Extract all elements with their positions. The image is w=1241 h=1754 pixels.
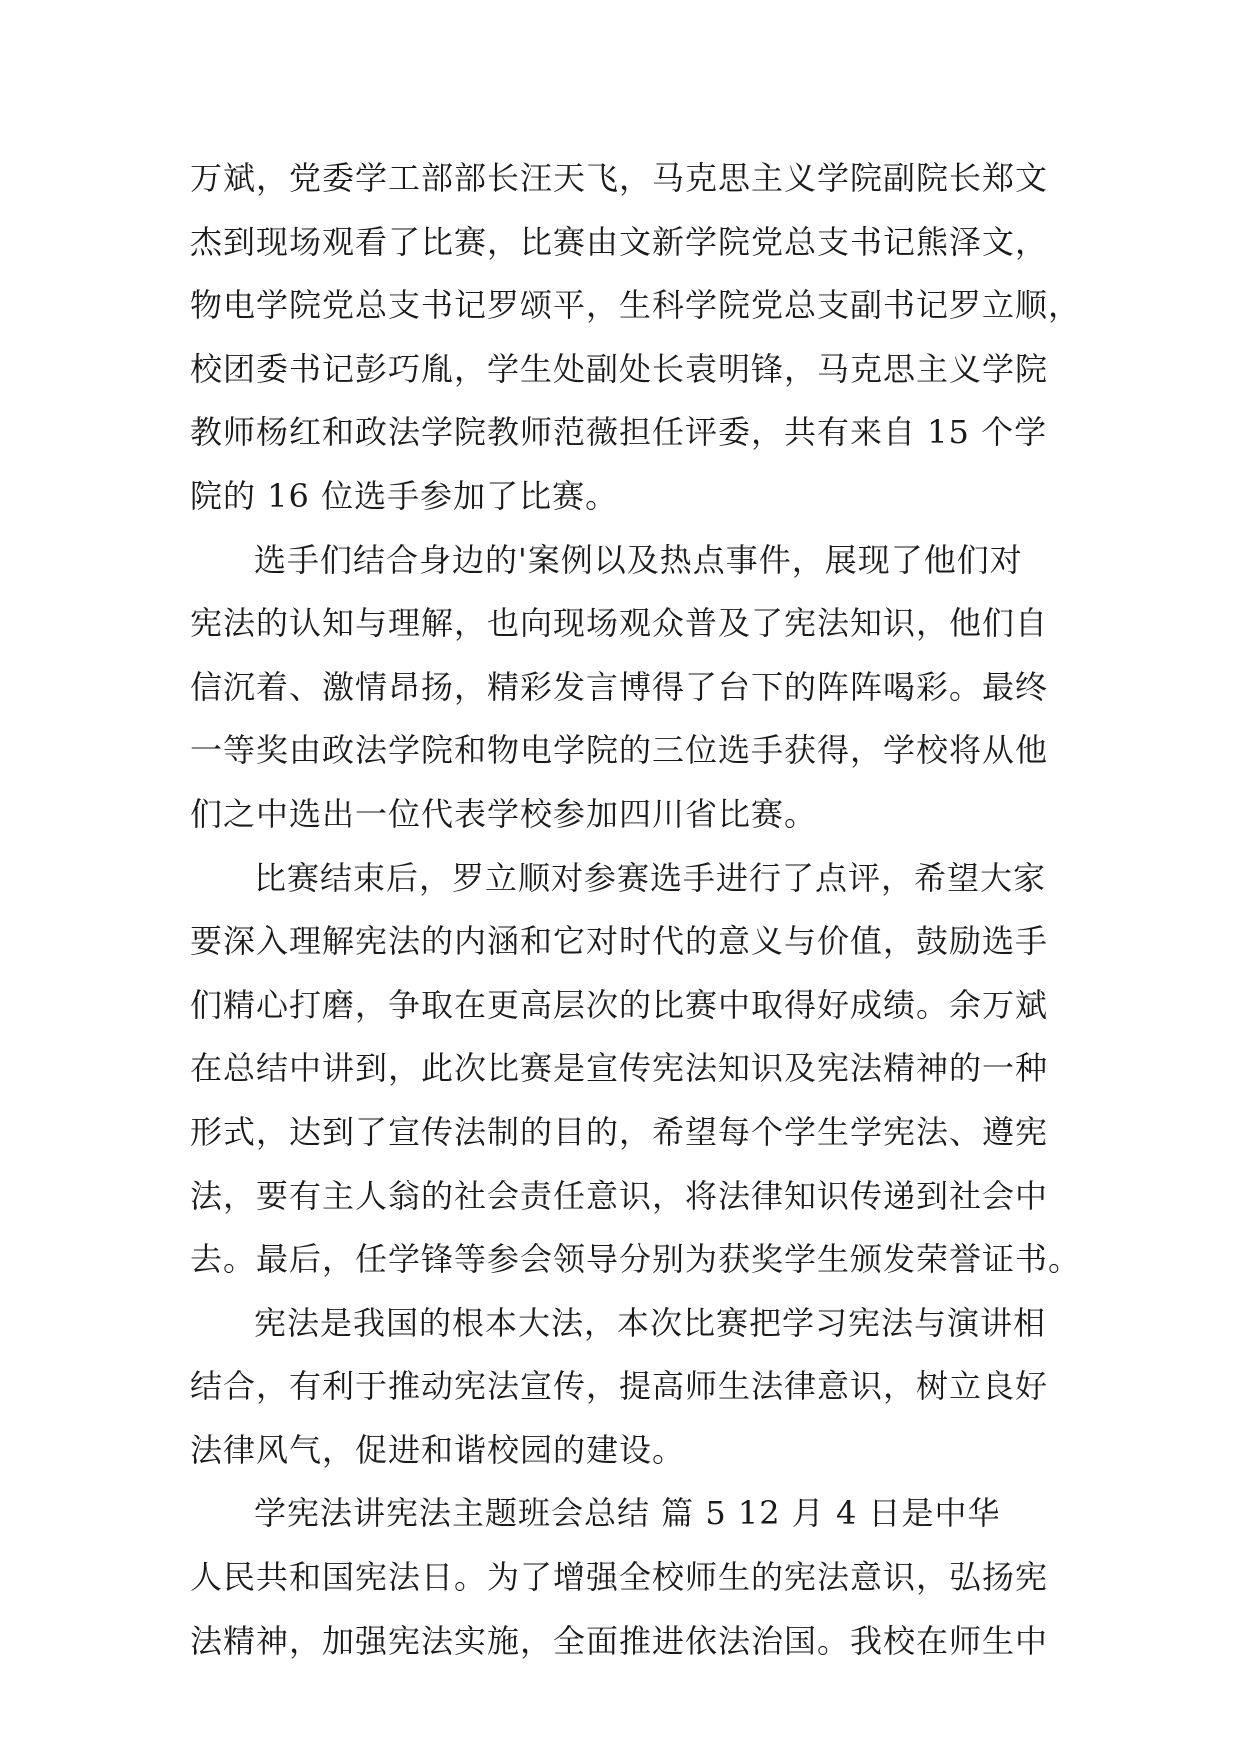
text-line: 们之中选出一位代表学校参加四川省比赛。 xyxy=(190,794,818,833)
text-line: 杰到现场观看了比赛，比赛由文新学院党总支书记熊泽文， xyxy=(190,222,1049,261)
text-line: 形式，达到了宣传法制的目的，希望每个学生学宪法、遵宪 xyxy=(190,1112,1049,1151)
document-body xyxy=(190,160,1090,1686)
text-line: 宪法的认知与理解，也向现场观众普及了宪法知识，他们自 xyxy=(190,604,1049,643)
text-line: 万斌，党委学工部部长汪天飞，马克思主义学院副院长郑文 xyxy=(190,159,1049,197)
paragraph-first-line: 选手们结合身边的'案例以及热点事件，展现了他们对 xyxy=(254,540,1023,579)
text-line: 要深入理解宪法的内涵和它对时代的意义与价值，鼓励选手 xyxy=(190,922,1049,961)
text-line: 一等奖由政法学院和物电学院的三位选手获得，学校将从他 xyxy=(190,731,1049,770)
text-line: 物电学院党总支书记罗颂平，生科学院党总支副书记罗立顺， xyxy=(190,286,1082,325)
text-line: 结合，有利于推动宪法宣传，提高师生法律意识，树立良好 xyxy=(190,1367,1049,1406)
text-line: 法律风气，促进和谐校园的建设。 xyxy=(190,1430,686,1469)
text-line: 们精心打磨，争取在更高层次的比赛中取得好成绩。余万斌 xyxy=(190,985,1049,1024)
text-line: 人民共和国宪法日。为了增强全校师生的宪法意识，弘扬宪 xyxy=(190,1558,1049,1597)
paragraph-first-line: 比赛结束后，罗立顺对参赛选手进行了点评，希望大家 xyxy=(254,858,1047,897)
text-line: 校团委书记彭巧胤，学生处副处长袁明锋，马克思主义学院 xyxy=(190,349,1049,388)
text-line: 教师杨红和政法学院教师范薇担任评委，共有来自 15 个学 xyxy=(190,413,1048,452)
text-line: 院的 16 位选手参加了比赛。 xyxy=(190,476,619,515)
section-heading-line: 学宪法讲宪法主题班会总结 篇 5 12 月 4 日是中华 xyxy=(254,1494,1001,1533)
text-line: 去。最后，任学锋等参会领导分别为获奖学生颁发荣誉证书。 xyxy=(190,1240,1082,1279)
text-line: 法，要有主人翁的社会责任意识，将法律知识传递到社会中 xyxy=(190,1176,1049,1215)
text-line: 法精神，加强宪法实施，全面推进依法治国。我校在师生中 xyxy=(190,1621,1049,1660)
text-line: 信沉着、激情昂扬，精彩发言博得了台下的阵阵喝彩。最终 xyxy=(190,667,1049,706)
text-line: 在总结中讲到，此次比赛是宣传宪法知识及宪法精神的一种 xyxy=(190,1049,1049,1088)
paragraph-first-line: 宪法是我国的根本大法，本次比赛把学习宪法与演讲相 xyxy=(254,1303,1047,1342)
